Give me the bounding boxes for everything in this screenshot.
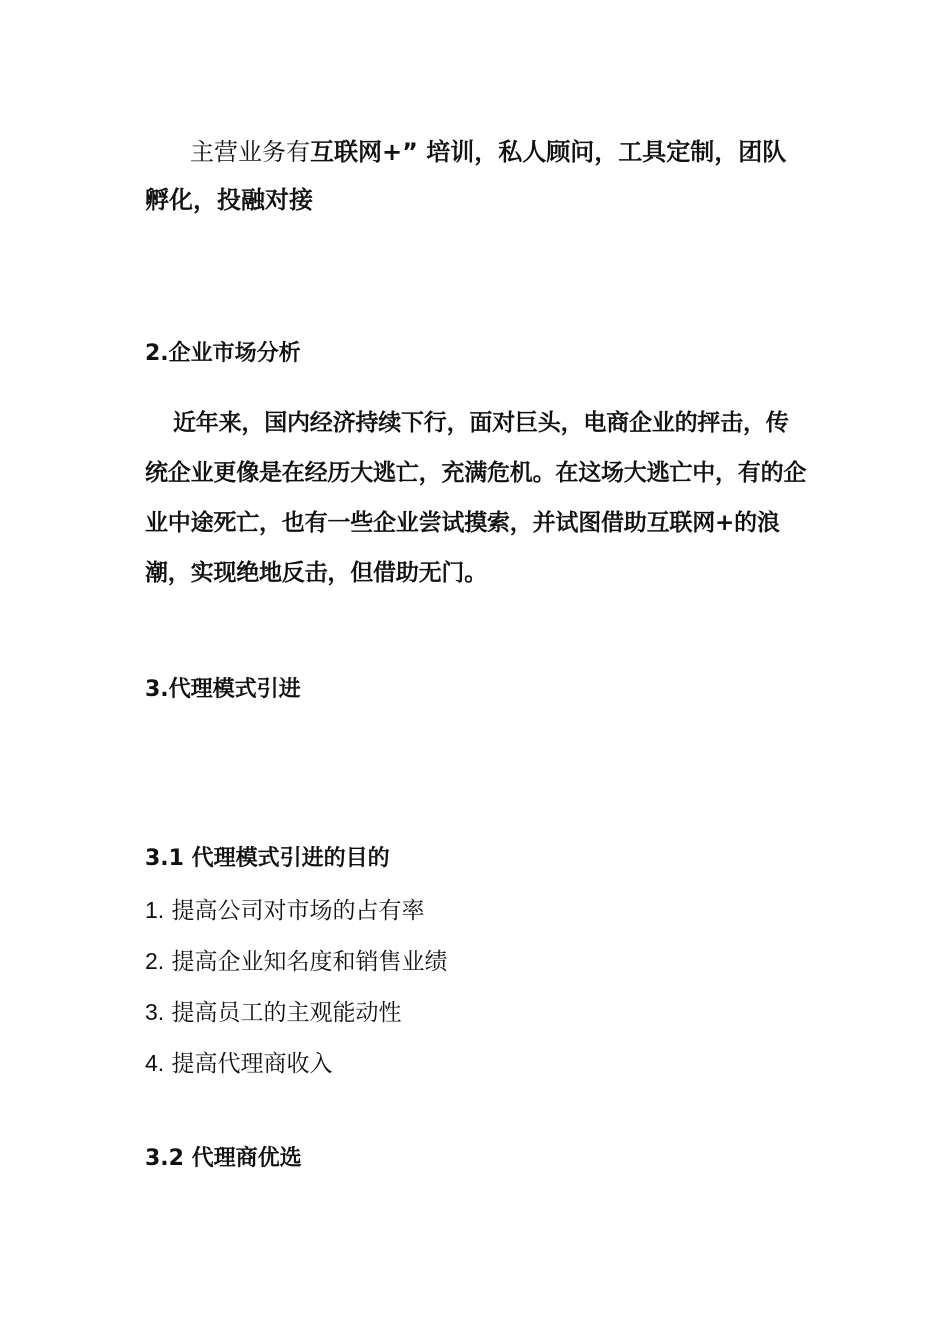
list-item-number: 4. bbox=[145, 1050, 165, 1076]
list-item-text: 提高代理商收入 bbox=[171, 1051, 333, 1077]
intro-services: 互联网+” 培训，私人顾问，工具定制，团队孵化，投融对接 bbox=[145, 138, 787, 214]
section-heading-agency-model: 3.代理模式引进 bbox=[145, 677, 301, 702]
list-item-text: 提高公司对市场的占有率 bbox=[171, 898, 425, 924]
intro-lead: 主营业务有 bbox=[190, 138, 310, 166]
list-item-text: 提高员工的主观能动性 bbox=[171, 1000, 402, 1026]
list-item bbox=[145, 885, 810, 936]
list-item-text: 提高企业知名度和销售业绩 bbox=[171, 949, 448, 975]
purpose-list bbox=[145, 885, 810, 1089]
intro-paragraph bbox=[145, 128, 810, 224]
list-item bbox=[145, 1038, 810, 1089]
list-item bbox=[145, 987, 810, 1038]
market-analysis-paragraph: 近年来，国内经济持续下行，面对巨头，电商企业的抨击，传统企业更像是在经历大逃亡，充满危机。在这场大逃亡中，有的企业中途死亡，也有一些企业尝试摸索，并试图借助互联网+的浪潮，实现绝地反击，但借助无门。 bbox=[145, 410, 807, 586]
section-heading-market-analysis: 2.企业市场分析 bbox=[145, 341, 301, 366]
list-item-number: 2. bbox=[145, 948, 165, 974]
section-heading-agent-selection: 3.2 代理商优选 bbox=[145, 1146, 302, 1171]
section-heading-agency-purpose: 3.1 代理模式引进的目的 bbox=[145, 846, 390, 871]
list-item-number: 1. bbox=[145, 897, 165, 923]
list-item-number: 3. bbox=[145, 999, 165, 1025]
list-item bbox=[145, 936, 810, 987]
